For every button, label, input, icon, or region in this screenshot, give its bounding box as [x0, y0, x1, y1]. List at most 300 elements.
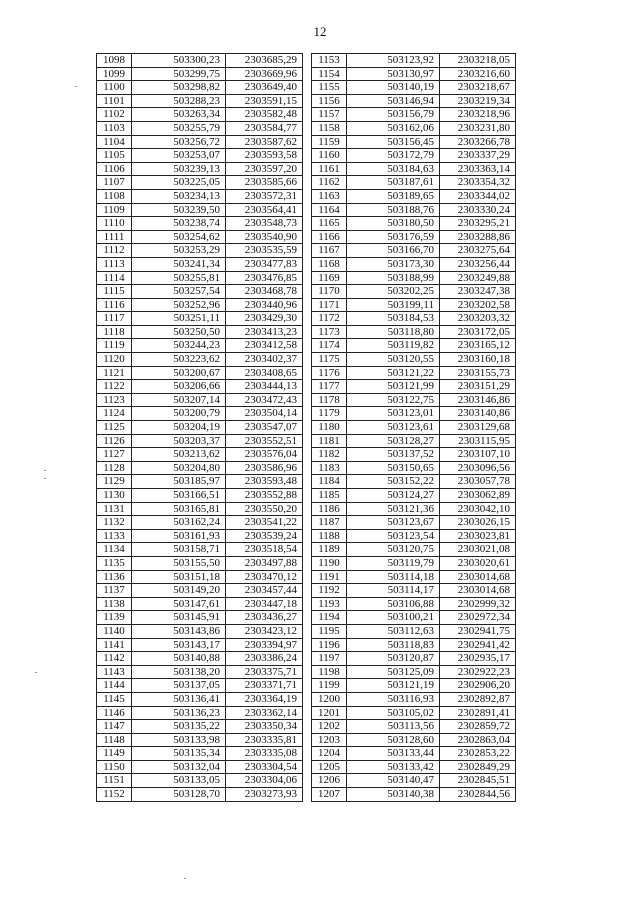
- point-number-cell: 1198: [312, 665, 347, 679]
- x-coordinate-cell: 503204,80: [132, 461, 226, 475]
- table-row: [97, 584, 303, 598]
- y-coordinate-cell: 2303273,93: [226, 788, 303, 802]
- x-coordinate-cell: 503140,88: [132, 652, 226, 666]
- y-coordinate-cell: 2303014,68: [440, 584, 516, 598]
- scan-speck: [44, 470, 46, 471]
- y-coordinate-cell: 2302892,87: [440, 692, 516, 706]
- table-row: [97, 285, 303, 299]
- y-coordinate-cell: 2303564,41: [226, 203, 303, 217]
- point-number-cell: 1128: [97, 461, 132, 475]
- x-coordinate-cell: 503152,22: [347, 475, 440, 489]
- y-coordinate-cell: 2303413,23: [226, 325, 303, 339]
- point-number-cell: 1147: [97, 720, 132, 734]
- table-row: [97, 176, 303, 190]
- x-coordinate-cell: 503123,61: [347, 421, 440, 435]
- y-coordinate-cell: 2303593,48: [226, 475, 303, 489]
- point-number-cell: 1142: [97, 652, 132, 666]
- table-row: [97, 393, 303, 407]
- point-number-cell: 1202: [312, 720, 347, 734]
- x-coordinate-cell: 503147,61: [132, 597, 226, 611]
- point-number-cell: 1150: [97, 760, 132, 774]
- x-coordinate-cell: 503184,53: [347, 312, 440, 326]
- y-coordinate-cell: 2303412,58: [226, 339, 303, 353]
- table-row: [312, 720, 516, 734]
- point-number-cell: 1207: [312, 788, 347, 802]
- table-row: [97, 81, 303, 95]
- y-coordinate-cell: 2303107,10: [440, 448, 516, 462]
- y-coordinate-cell: 2303062,89: [440, 489, 516, 503]
- y-coordinate-cell: 2303550,20: [226, 502, 303, 516]
- x-coordinate-cell: 503143,17: [132, 638, 226, 652]
- y-coordinate-cell: 2303203,32: [440, 312, 516, 326]
- table-row: [312, 706, 516, 720]
- y-coordinate-cell: 2303337,29: [440, 149, 516, 163]
- y-coordinate-cell: 2302999,32: [440, 597, 516, 611]
- table-row: [312, 298, 516, 312]
- table-row: [312, 760, 516, 774]
- table-row: [312, 448, 516, 462]
- point-number-cell: 1201: [312, 706, 347, 720]
- y-coordinate-cell: 2302853,22: [440, 747, 516, 761]
- point-number-cell: 1181: [312, 434, 347, 448]
- y-coordinate-cell: 2303202,58: [440, 298, 516, 312]
- x-coordinate-cell: 503123,92: [347, 54, 440, 68]
- x-coordinate-cell: 503121,36: [347, 502, 440, 516]
- point-number-cell: 1185: [312, 489, 347, 503]
- x-coordinate-cell: 503200,67: [132, 366, 226, 380]
- table-row: [312, 543, 516, 557]
- table-row: [97, 339, 303, 353]
- point-number-cell: 1104: [97, 135, 132, 149]
- y-coordinate-cell: 2303585,66: [226, 176, 303, 190]
- x-coordinate-cell: 503239,50: [132, 203, 226, 217]
- table-row: [97, 366, 303, 380]
- point-number-cell: 1157: [312, 108, 347, 122]
- y-coordinate-cell: 2303539,24: [226, 529, 303, 543]
- table-row: [312, 584, 516, 598]
- y-coordinate-cell: 2303218,96: [440, 108, 516, 122]
- y-coordinate-cell: 2303275,64: [440, 244, 516, 258]
- y-coordinate-cell: 2303548,73: [226, 217, 303, 231]
- table-row: [97, 624, 303, 638]
- y-coordinate-cell: 2303586,96: [226, 461, 303, 475]
- table-row: [312, 54, 516, 68]
- y-coordinate-cell: 2303547,07: [226, 421, 303, 435]
- x-coordinate-cell: 503114,17: [347, 584, 440, 598]
- point-number-cell: 1122: [97, 380, 132, 394]
- point-number-cell: 1153: [312, 54, 347, 68]
- y-coordinate-cell: 2303231,80: [440, 121, 516, 135]
- table-row: [312, 692, 516, 706]
- point-number-cell: 1199: [312, 679, 347, 693]
- table-row: [97, 489, 303, 503]
- x-coordinate-cell: 503143,86: [132, 624, 226, 638]
- point-number-cell: 1105: [97, 149, 132, 163]
- y-coordinate-cell: 2303256,44: [440, 257, 516, 271]
- x-coordinate-cell: 503119,82: [347, 339, 440, 353]
- point-number-cell: 1196: [312, 638, 347, 652]
- y-coordinate-cell: 2303304,06: [226, 774, 303, 788]
- table-row: [97, 271, 303, 285]
- table-row: [97, 611, 303, 625]
- x-coordinate-cell: 503140,47: [347, 774, 440, 788]
- y-coordinate-cell: 2303504,14: [226, 407, 303, 421]
- y-coordinate-cell: 2303597,20: [226, 162, 303, 176]
- table-row: [97, 244, 303, 258]
- table-row: [312, 774, 516, 788]
- y-coordinate-cell: 2303350,34: [226, 720, 303, 734]
- x-coordinate-cell: 503255,81: [132, 271, 226, 285]
- y-coordinate-cell: 2303394,97: [226, 638, 303, 652]
- point-number-cell: 1126: [97, 434, 132, 448]
- x-coordinate-cell: 503158,71: [132, 543, 226, 557]
- x-coordinate-cell: 503223,62: [132, 353, 226, 367]
- x-coordinate-cell: 503123,67: [347, 516, 440, 530]
- y-coordinate-cell: 2303151,29: [440, 380, 516, 394]
- y-coordinate-cell: 2303155,73: [440, 366, 516, 380]
- point-number-cell: 1112: [97, 244, 132, 258]
- table-row: [97, 121, 303, 135]
- x-coordinate-cell: 503130,97: [347, 67, 440, 81]
- x-coordinate-cell: 503123,01: [347, 407, 440, 421]
- point-number-cell: 1179: [312, 407, 347, 421]
- table-row: [312, 516, 516, 530]
- point-number-cell: 1108: [97, 189, 132, 203]
- y-coordinate-cell: 2303165,12: [440, 339, 516, 353]
- point-number-cell: 1167: [312, 244, 347, 258]
- table-row: [312, 624, 516, 638]
- page-number: 12: [313, 24, 327, 39]
- point-number-cell: 1139: [97, 611, 132, 625]
- x-coordinate-cell: 503106,88: [347, 597, 440, 611]
- y-coordinate-cell: 2303026,15: [440, 516, 516, 530]
- point-number-cell: 1115: [97, 285, 132, 299]
- point-number-cell: 1160: [312, 149, 347, 163]
- point-number-cell: 1154: [312, 67, 347, 81]
- point-number-cell: 1140: [97, 624, 132, 638]
- table-row: [97, 516, 303, 530]
- point-number-cell: 1200: [312, 692, 347, 706]
- table-row: [312, 244, 516, 258]
- x-coordinate-cell: 503149,20: [132, 584, 226, 598]
- table-row: [312, 285, 516, 299]
- table-row: [97, 461, 303, 475]
- y-coordinate-cell: 2303584,77: [226, 121, 303, 135]
- table-row: [312, 366, 516, 380]
- table-row: [312, 339, 516, 353]
- x-coordinate-cell: 503150,65: [347, 461, 440, 475]
- table-row: [312, 108, 516, 122]
- y-coordinate-cell: 2302891,41: [440, 706, 516, 720]
- table-row: [97, 108, 303, 122]
- table-row: [312, 380, 516, 394]
- x-coordinate-cell: 503135,34: [132, 747, 226, 761]
- point-number-cell: 1127: [97, 448, 132, 462]
- table-row: [97, 353, 303, 367]
- point-number-cell: 1186: [312, 502, 347, 516]
- x-coordinate-cell: 503121,19: [347, 679, 440, 693]
- y-coordinate-cell: 2303540,90: [226, 230, 303, 244]
- y-coordinate-cell: 2303447,18: [226, 597, 303, 611]
- x-coordinate-cell: 503118,83: [347, 638, 440, 652]
- table-row: [97, 638, 303, 652]
- table-row: [97, 529, 303, 543]
- table-row: [312, 81, 516, 95]
- point-number-cell: 1135: [97, 556, 132, 570]
- y-coordinate-cell: 2303423,12: [226, 624, 303, 638]
- point-number-cell: 1172: [312, 312, 347, 326]
- table-row: [312, 162, 516, 176]
- y-coordinate-cell: 2303576,04: [226, 448, 303, 462]
- y-coordinate-cell: 2302941,75: [440, 624, 516, 638]
- x-coordinate-cell: 503145,91: [132, 611, 226, 625]
- y-coordinate-cell: 2303288,86: [440, 230, 516, 244]
- point-number-cell: 1166: [312, 230, 347, 244]
- y-coordinate-cell: 2303591,15: [226, 94, 303, 108]
- x-coordinate-cell: 503146,94: [347, 94, 440, 108]
- table-row: [97, 448, 303, 462]
- y-coordinate-cell: 2303362,14: [226, 706, 303, 720]
- x-coordinate-cell: 503120,75: [347, 543, 440, 557]
- point-number-cell: 1173: [312, 325, 347, 339]
- y-coordinate-cell: 2303497,88: [226, 556, 303, 570]
- y-coordinate-cell: 2303364,19: [226, 692, 303, 706]
- table-row: [97, 421, 303, 435]
- y-coordinate-cell: 2302845,51: [440, 774, 516, 788]
- table-row: [97, 556, 303, 570]
- x-coordinate-cell: 503121,22: [347, 366, 440, 380]
- table-row: [312, 312, 516, 326]
- point-number-cell: 1175: [312, 353, 347, 367]
- y-coordinate-cell: 2303468,78: [226, 285, 303, 299]
- point-number-cell: 1130: [97, 489, 132, 503]
- table-row: [312, 665, 516, 679]
- y-coordinate-cell: 2303649,40: [226, 81, 303, 95]
- point-number-cell: 1109: [97, 203, 132, 217]
- x-coordinate-cell: 503156,79: [347, 108, 440, 122]
- x-coordinate-cell: 503112,63: [347, 624, 440, 638]
- table-row: [97, 407, 303, 421]
- x-coordinate-cell: 503184,63: [347, 162, 440, 176]
- x-coordinate-cell: 503299,75: [132, 67, 226, 81]
- table-row: [312, 203, 516, 217]
- x-coordinate-cell: 503162,06: [347, 121, 440, 135]
- table-row: [97, 54, 303, 68]
- point-number-cell: 1187: [312, 516, 347, 530]
- x-coordinate-cell: 503137,05: [132, 679, 226, 693]
- x-coordinate-cell: 503166,70: [347, 244, 440, 258]
- y-coordinate-cell: 2303335,08: [226, 747, 303, 761]
- point-number-cell: 1124: [97, 407, 132, 421]
- scan-speck: [184, 878, 186, 879]
- y-coordinate-cell: 2303096,56: [440, 461, 516, 475]
- x-coordinate-cell: 503138,20: [132, 665, 226, 679]
- point-number-cell: 1136: [97, 570, 132, 584]
- table-row: [97, 652, 303, 666]
- x-coordinate-cell: 503241,34: [132, 257, 226, 271]
- point-number-cell: 1193: [312, 597, 347, 611]
- y-coordinate-cell: 2303335,81: [226, 733, 303, 747]
- y-coordinate-cell: 2303295,21: [440, 217, 516, 231]
- y-coordinate-cell: 2303552,88: [226, 489, 303, 503]
- x-coordinate-cell: 503252,96: [132, 298, 226, 312]
- table-row: [97, 189, 303, 203]
- x-coordinate-cell: 503105,02: [347, 706, 440, 720]
- point-number-cell: 1111: [97, 230, 132, 244]
- y-coordinate-cell: 2303552,51: [226, 434, 303, 448]
- x-coordinate-cell: 503172,79: [347, 149, 440, 163]
- point-number-cell: 1098: [97, 54, 132, 68]
- point-number-cell: 1177: [312, 380, 347, 394]
- table-row: [312, 489, 516, 503]
- point-number-cell: 1116: [97, 298, 132, 312]
- x-coordinate-cell: 503124,27: [347, 489, 440, 503]
- table-row: [97, 312, 303, 326]
- table-row: [97, 203, 303, 217]
- x-coordinate-cell: 503161,93: [132, 529, 226, 543]
- x-coordinate-cell: 503253,07: [132, 149, 226, 163]
- table-row: [312, 434, 516, 448]
- x-coordinate-cell: 503133,42: [347, 760, 440, 774]
- table-row: [312, 257, 516, 271]
- table-row: [97, 298, 303, 312]
- x-coordinate-cell: 503128,27: [347, 434, 440, 448]
- table-row: [97, 434, 303, 448]
- y-coordinate-cell: 2302972,34: [440, 611, 516, 625]
- x-coordinate-cell: 503125,09: [347, 665, 440, 679]
- x-coordinate-cell: 503151,18: [132, 570, 226, 584]
- point-number-cell: 1182: [312, 448, 347, 462]
- x-coordinate-cell: 503100,21: [347, 611, 440, 625]
- y-coordinate-cell: 2303457,44: [226, 584, 303, 598]
- y-coordinate-cell: 2303470,12: [226, 570, 303, 584]
- point-number-cell: 1143: [97, 665, 132, 679]
- table-row: [97, 570, 303, 584]
- table-row: [97, 692, 303, 706]
- table-row: [312, 597, 516, 611]
- point-number-cell: 1155: [312, 81, 347, 95]
- x-coordinate-cell: 503213,62: [132, 448, 226, 462]
- y-coordinate-cell: 2302922,23: [440, 665, 516, 679]
- point-number-cell: 1120: [97, 353, 132, 367]
- x-coordinate-cell: 503256,72: [132, 135, 226, 149]
- point-number-cell: 1184: [312, 475, 347, 489]
- table-row: [312, 733, 516, 747]
- x-coordinate-cell: 503263,34: [132, 108, 226, 122]
- y-coordinate-cell: 2303429,30: [226, 312, 303, 326]
- table-row: [97, 257, 303, 271]
- x-coordinate-cell: 503176,59: [347, 230, 440, 244]
- y-coordinate-cell: 2303020,61: [440, 556, 516, 570]
- point-number-cell: 1131: [97, 502, 132, 516]
- table-row: [97, 67, 303, 81]
- point-number-cell: 1101: [97, 94, 132, 108]
- point-number-cell: 1133: [97, 529, 132, 543]
- x-coordinate-cell: 503122,75: [347, 393, 440, 407]
- table-row: [97, 788, 303, 802]
- table-row: [312, 556, 516, 570]
- point-number-cell: 1106: [97, 162, 132, 176]
- y-coordinate-cell: 2303219,34: [440, 94, 516, 108]
- y-coordinate-cell: 2303685,29: [226, 54, 303, 68]
- x-coordinate-cell: 503204,19: [132, 421, 226, 435]
- table-row: [97, 706, 303, 720]
- table-row: [97, 230, 303, 244]
- table-row: [312, 529, 516, 543]
- point-number-cell: 1138: [97, 597, 132, 611]
- x-coordinate-cell: 503135,22: [132, 720, 226, 734]
- x-coordinate-cell: 503238,74: [132, 217, 226, 231]
- table-row: [312, 67, 516, 81]
- y-coordinate-cell: 2303042,10: [440, 502, 516, 516]
- point-number-cell: 1137: [97, 584, 132, 598]
- x-coordinate-cell: 503165,81: [132, 502, 226, 516]
- scan-speck: [75, 86, 77, 87]
- x-coordinate-cell: 503180,50: [347, 217, 440, 231]
- x-coordinate-cell: 503162,24: [132, 516, 226, 530]
- point-number-cell: 1132: [97, 516, 132, 530]
- y-coordinate-cell: 2302863,04: [440, 733, 516, 747]
- y-coordinate-cell: 2303172,05: [440, 325, 516, 339]
- point-number-cell: 1203: [312, 733, 347, 747]
- y-coordinate-cell: 2303330,24: [440, 203, 516, 217]
- y-coordinate-cell: 2303386,24: [226, 652, 303, 666]
- x-coordinate-cell: 503128,60: [347, 733, 440, 747]
- table-row: [97, 774, 303, 788]
- point-number-cell: 1190: [312, 556, 347, 570]
- x-coordinate-cell: 503132,04: [132, 760, 226, 774]
- table-row: [312, 217, 516, 231]
- y-coordinate-cell: 2303444,13: [226, 380, 303, 394]
- point-number-cell: 1164: [312, 203, 347, 217]
- table-row: [97, 597, 303, 611]
- point-number-cell: 1161: [312, 162, 347, 176]
- y-coordinate-cell: 2303140,86: [440, 407, 516, 421]
- table-row: [97, 149, 303, 163]
- y-coordinate-cell: 2303593,58: [226, 149, 303, 163]
- point-number-cell: 1148: [97, 733, 132, 747]
- x-coordinate-cell: 503251,11: [132, 312, 226, 326]
- y-coordinate-cell: 2303375,71: [226, 665, 303, 679]
- x-coordinate-cell: 503114,18: [347, 570, 440, 584]
- y-coordinate-cell: 2303160,18: [440, 353, 516, 367]
- y-coordinate-cell: 2303344,02: [440, 189, 516, 203]
- table-row: [97, 475, 303, 489]
- table-row: [312, 611, 516, 625]
- table-row: [312, 652, 516, 666]
- table-row: [97, 665, 303, 679]
- point-number-cell: 1146: [97, 706, 132, 720]
- table-row: [312, 421, 516, 435]
- point-number-cell: 1123: [97, 393, 132, 407]
- table-row: [97, 733, 303, 747]
- point-number-cell: 1169: [312, 271, 347, 285]
- table-row: [312, 189, 516, 203]
- point-number-cell: 1165: [312, 217, 347, 231]
- point-number-cell: 1145: [97, 692, 132, 706]
- x-coordinate-cell: 503128,70: [132, 788, 226, 802]
- table-row: [312, 407, 516, 421]
- x-coordinate-cell: 503166,51: [132, 489, 226, 503]
- point-number-cell: 1162: [312, 176, 347, 190]
- coordinates-table-left: [96, 53, 303, 802]
- x-coordinate-cell: 503203,37: [132, 434, 226, 448]
- x-coordinate-cell: 503156,45: [347, 135, 440, 149]
- point-number-cell: 1183: [312, 461, 347, 475]
- point-number-cell: 1189: [312, 543, 347, 557]
- x-coordinate-cell: 503120,55: [347, 353, 440, 367]
- x-coordinate-cell: 503288,23: [132, 94, 226, 108]
